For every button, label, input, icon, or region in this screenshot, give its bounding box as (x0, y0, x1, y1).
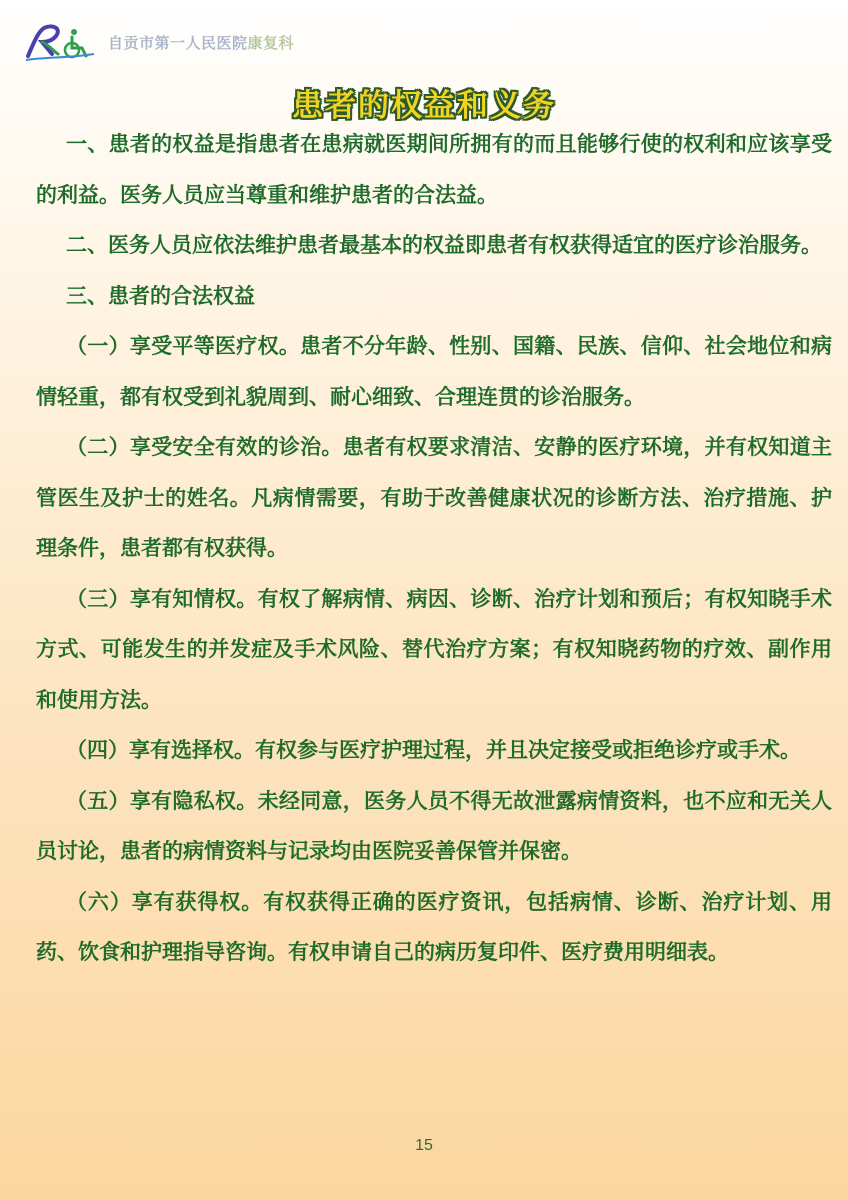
hospital-name: 自贡市第一人民医院康复科 (108, 33, 295, 52)
paragraph: （五）享有隐私权。未经同意，医务人员不得无故泄露病情资料，也不应和无关人员讨论，患者的病情资料与记录均由医院妥善保管并保密。 (36, 788, 832, 863)
document-body (36, 119, 832, 978)
page-title: 患者的权益和义务 (292, 88, 556, 124)
paragraph: （四）享有选择权。有权参与医疗护理过程，并且决定接受或拒绝诊疗或手术。 (66, 738, 801, 762)
page-number: 15 (415, 1137, 433, 1154)
hospital-logo-icon (22, 22, 102, 62)
paragraph: （三）享有知情权。有权了解病情、病因、诊断、治疗计划和预后；有权知晓手术方式、可能发生的并发症及手术风险、替代治疗方案；有权知晓药物的疗效、副作用和使用方法。 (36, 586, 832, 712)
paragraph: 二、医务人员应依法维护患者最基本的权益即患者有权获得适宜的医疗诊治服务。 (66, 233, 822, 257)
paragraph: （一）享受平等医疗权。患者不分年龄、性别、国籍、民族、信仰、社会地位和病情轻重，都有权受到礼貌周到、耐心细致、合理连贯的诊治服务。 (36, 334, 832, 409)
paragraph: 三、患者的合法权益 (66, 283, 255, 308)
paragraph: （六）享有获得权。有权获得正确的医疗资讯，包括病情、诊断、治疗计划、用药、饮食和护理指导咨询。有权申请自己的病历复印件、医疗费用明细表。 (36, 889, 832, 964)
paragraph: （二）享受安全有效的诊治。患者有权要求清洁、安静的医疗环境，并有权知道主管医生及护士的姓名。凡病情需要，有助于改善健康状况的诊断方法、治疗措施、护理条件，患者都有权获得。 (36, 435, 832, 560)
paragraph: 一、患者的权益是指患者在患病就医期间所拥有的而且能够行使的权利和应该享受的利益。医务人员应当尊重和维护患者的合法益。 (36, 132, 832, 207)
department-name: 康复科 (247, 33, 295, 52)
page-header (22, 22, 294, 62)
